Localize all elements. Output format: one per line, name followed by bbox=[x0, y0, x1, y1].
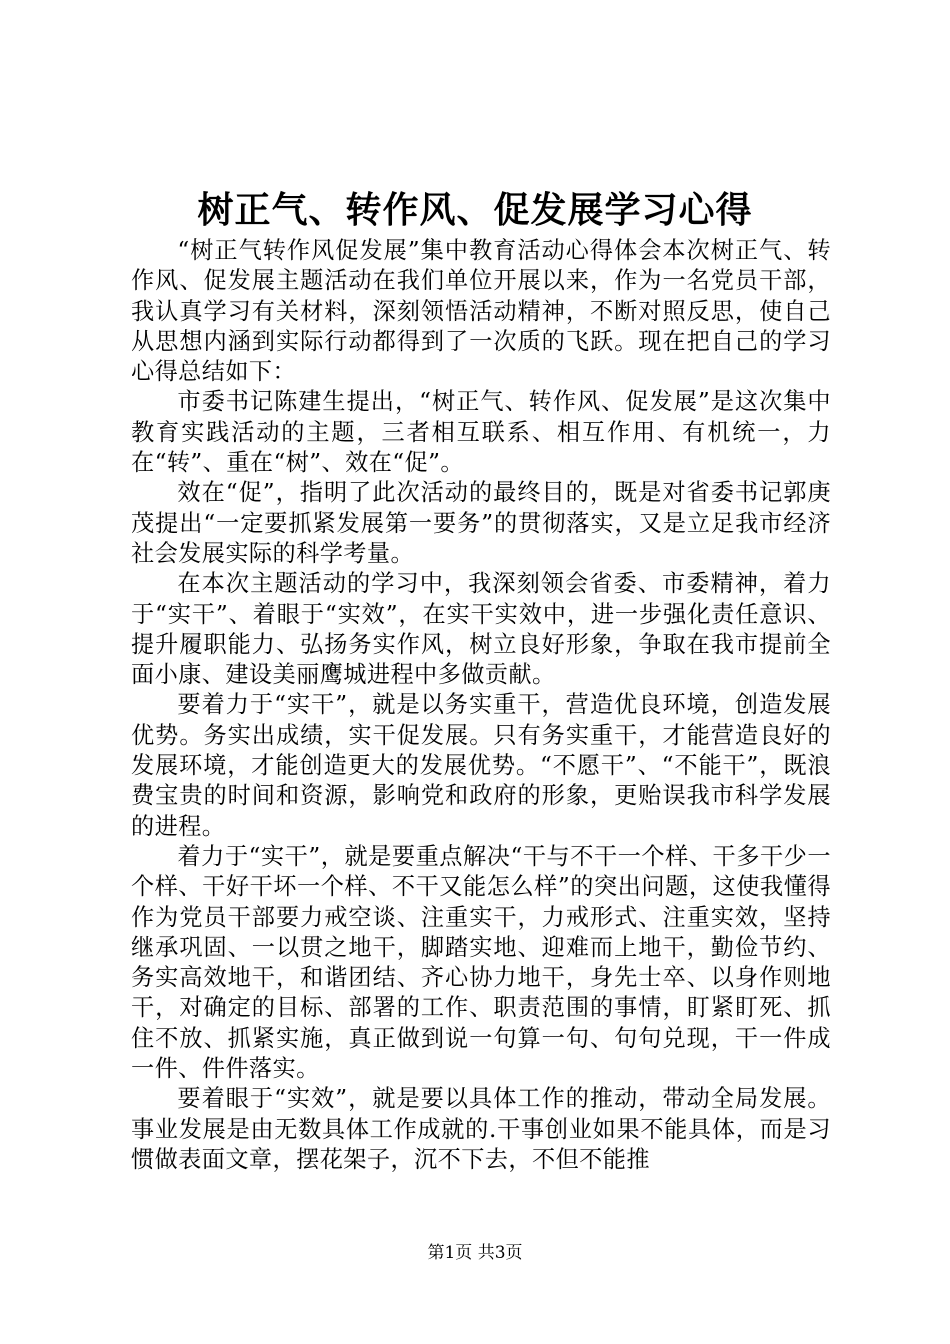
paragraph: 市委书记陈建生提出，“树正气、转作风、促发展”是这次集中教育实践活动的主题，三者相互联系、相互作用、有机统一，力在“转”、重在“树”、效在“促”。 bbox=[131, 388, 831, 477]
paragraph: 要着眼于“实效”，就是要以具体工作的推动，带动全局发展。事业发展是由无数具体工作成就的.干事创业如果不能具体，而是习惯做表面文章，摆花架子，沉不下去，不但不能推 bbox=[131, 1085, 831, 1173]
document-body bbox=[131, 236, 831, 1175]
paragraph: 着力于“实干”，就是要重点解决“干与不干一个样、干多干少一个样、干好干坏一个样、不干又能怎么样”的突出问题，这使我懂得作为党员干部要力戒空谈、注重实干，力戒形式、注重实效，坚持继承巩固、一以贯之地干，脚踏实地、迎难而上地干，勤俭节约、务实高效地干，和谐团结、齐心协力地干，身先士卒、以身作则地干，对确定的目标、部署的工作、职责范围的事情，盯紧盯死、抓住不放、抓紧实施，真正做到说一句算一句、句句兑现，干一件成一件、件件落实。 bbox=[131, 842, 831, 1083]
paragraph: “树正气转作风促发展”集中教育活动心得体会本次树正气、转作风、促发展主题活动在我们单位开展以来，作为一名党员干部，我认真学习有关材料，深刻领悟活动精神，不断对照反思，使自己从思想内涵到实际行动都得到了一次质的飞跃。现在把自己的学习心得总结如下： bbox=[131, 237, 831, 386]
paragraph: 要着力于“实干”，就是以务实重干，营造优良环境，创造发展优势。务实出成绩，实干促发展。只有务实重干，才能营造良好的发展环境，才能创造更大的发展优势。“不愿干”、“不能干”，既浪费宝贵的时间和资源，影响党和政府的形象，更贻误我市科学发展的进程。 bbox=[131, 691, 831, 840]
document-title: 树正气、转作风、促发展学习心得 bbox=[197, 189, 753, 231]
paragraph: 效在“促”，指明了此次活动的最终目的，既是对省委书记郭庚茂提出“一定要抓紧发展第一要务”的贯彻落实，又是立足我市经济社会发展实际的科学考量。 bbox=[131, 479, 831, 567]
page-footer: 第1页 共3页 bbox=[427, 1243, 523, 1263]
paragraph: 在本次主题活动的学习中，我深刻领会省委、市委精神，着力于“实干”、着眼于“实效”，在实干实效中，进一步强化责任意识、提升履职能力、弘扬务实作风，树立良好形象，争取在我市提前全面小康、建设美丽鹰城进程中多做贡献。 bbox=[131, 570, 831, 689]
